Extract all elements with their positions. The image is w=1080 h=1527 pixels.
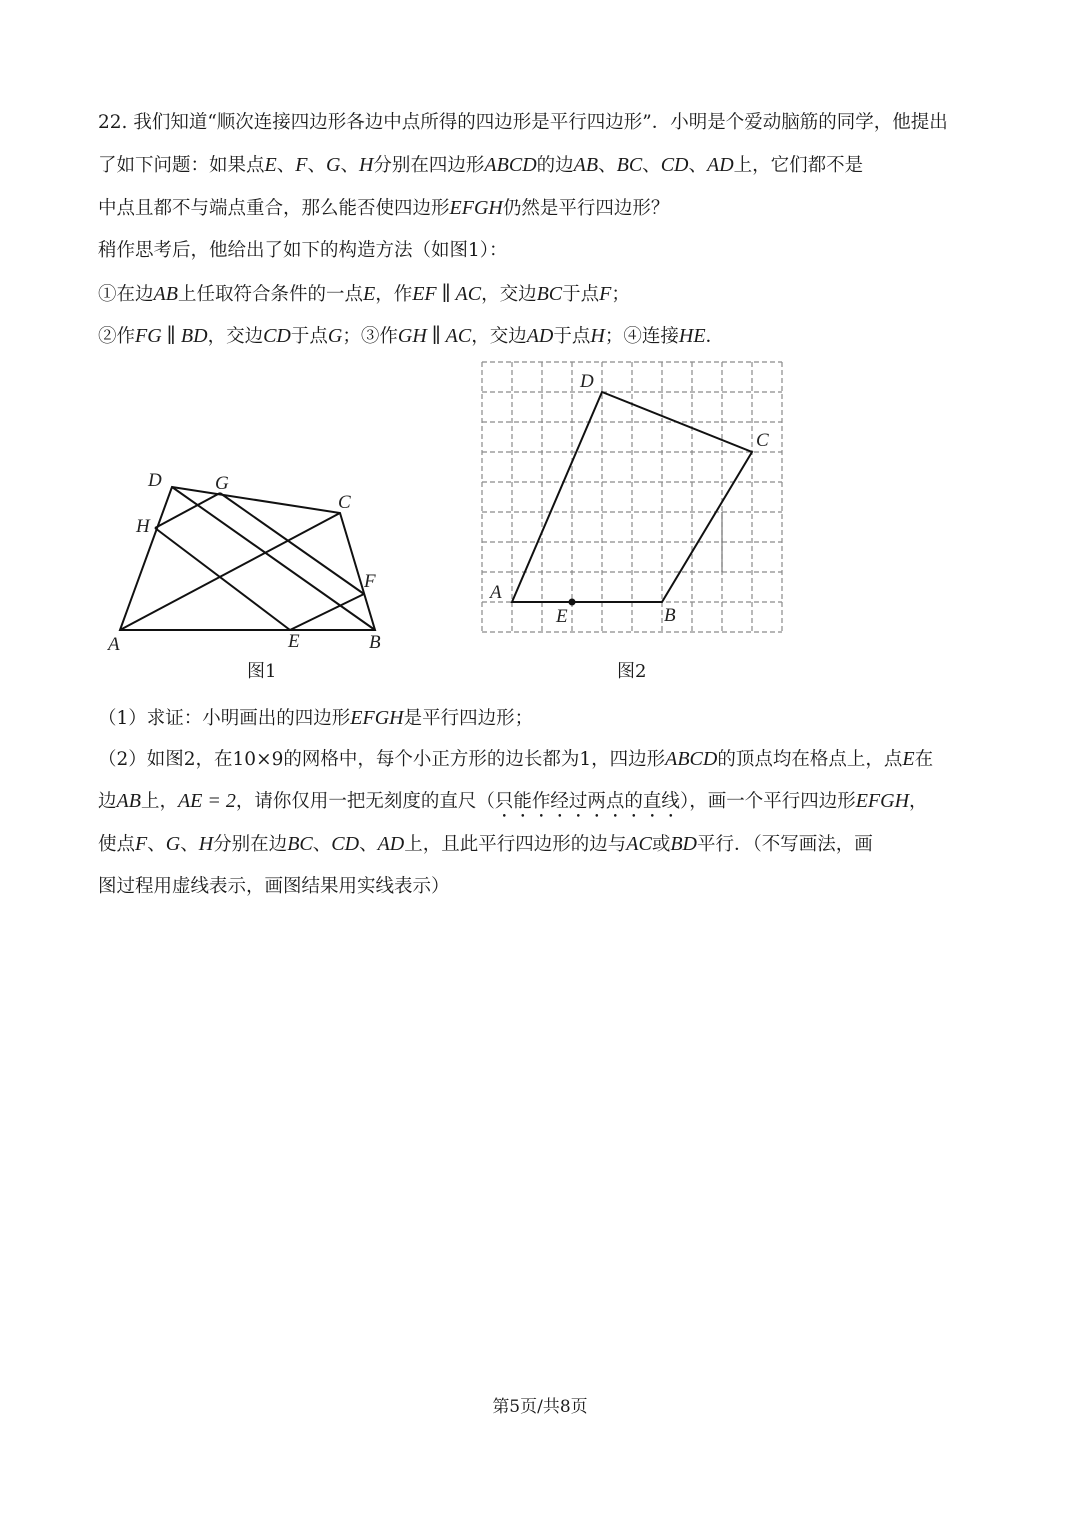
label-B: B — [369, 632, 381, 653]
sep: 、 — [180, 834, 199, 855]
text: 上，且此平行四边形的边与 — [404, 834, 627, 855]
text: 稍作思考后，他给出了如下的构造方法（如图1）： — [98, 240, 508, 261]
label-C: C — [756, 430, 769, 451]
label-A: A — [490, 582, 502, 603]
var-AD: AD — [377, 833, 405, 855]
text: ，交边 — [207, 326, 264, 347]
sep: 、 — [688, 155, 707, 176]
var-CD: CD — [263, 325, 291, 347]
text: 平行．（不写画法，画 — [697, 834, 873, 855]
text: ，交边 — [481, 284, 537, 305]
var-H: H — [198, 833, 214, 855]
var-AB: AB — [116, 790, 141, 812]
var-EFGH: EFGH — [449, 197, 503, 219]
text: ；③作 — [342, 326, 398, 347]
var-BC: BC — [536, 283, 563, 305]
text: 仍然是平行四边形？ — [502, 198, 670, 219]
var-ABCD: ABCD — [665, 748, 718, 770]
text: ），画一个平行四边形 — [679, 791, 856, 812]
label-E: E — [288, 631, 300, 652]
label-D: D — [580, 371, 594, 392]
text: （2）如图2，在10×9的网格中，每个小正方形的边长都为1，四边形 — [98, 749, 666, 770]
sep: 、 — [359, 834, 378, 855]
question-2-line-4 — [98, 874, 450, 900]
text: 上， — [140, 791, 178, 812]
text: 于点 — [562, 284, 600, 305]
text: ；④连接 — [604, 326, 679, 347]
text: 上任取符合条件的一点 — [177, 284, 363, 305]
text: ①在边 — [98, 284, 154, 305]
text: ，作 — [375, 284, 413, 305]
var-CD: CD — [660, 154, 689, 176]
question-1 — [98, 705, 533, 732]
text: ； — [611, 284, 630, 305]
label-A: A — [108, 634, 120, 655]
page-footer: 第5页/共8页 — [492, 1397, 588, 1417]
var-EFGH: EFGH — [350, 707, 404, 729]
expr-EF-parallel-AC: EF ∥ AC — [412, 283, 482, 305]
var-AD: AD — [707, 154, 734, 176]
text: 的边 — [536, 155, 574, 176]
var-BC: BC — [287, 833, 313, 855]
sep: 、 — [312, 834, 332, 855]
label-H: H — [136, 516, 150, 537]
expr-GH-parallel-AC: GH ∥ AC — [397, 325, 472, 347]
var-BD: BD — [670, 833, 698, 855]
var-E: E — [264, 154, 277, 176]
text: 分别在四边形 — [373, 155, 485, 176]
var-BC: BC — [616, 154, 643, 176]
text: 使点 — [98, 834, 136, 855]
problem-intro: 我们知道“顺次连接四边形各边中点所得的四边形是平行四边形”．小明是个爱动脑筋的同学，他提出 — [133, 112, 948, 133]
text: 或 — [651, 834, 671, 855]
label-B: B — [664, 605, 676, 626]
var-F: F — [599, 283, 612, 305]
text: 上，它们都不是 — [733, 155, 864, 176]
text: ， — [909, 791, 928, 812]
text: 图过程用虚线表示，画图结果用实线表示） — [98, 876, 450, 897]
var-G: G — [327, 325, 343, 347]
var-G: G — [165, 833, 181, 855]
text: 于点 — [290, 326, 328, 347]
label-E: E — [556, 606, 568, 627]
question-2-line-3 — [98, 831, 873, 858]
var-AB: AB — [153, 283, 178, 305]
question-2-line-2 — [98, 788, 928, 822]
var-ABCD: ABCD — [484, 154, 537, 176]
grid — [482, 362, 782, 632]
emphasized-text: 只能作经过两点的直线 — [494, 791, 680, 812]
var-G: G — [325, 154, 341, 176]
text: ，请你仅用一把无刻度的直尺（ — [235, 791, 495, 812]
expr-AE-equals-2: AE = 2 — [177, 790, 236, 812]
sep: 、 — [147, 834, 166, 855]
var-H: H — [590, 325, 605, 347]
var-F: F — [295, 154, 308, 176]
figure-2-caption: 图2 — [617, 661, 647, 682]
text: 的顶点均在格点上，点 — [717, 749, 903, 770]
var-AB: AB — [573, 154, 599, 176]
sep: 、 — [598, 155, 617, 176]
text: 边 — [98, 791, 117, 812]
sep: 、 — [276, 155, 296, 176]
text: 于点 — [553, 326, 591, 347]
label-D: D — [148, 470, 162, 491]
text: 了如下问题：如果点 — [98, 155, 265, 176]
text: 是平行四边形； — [403, 708, 534, 729]
var-E: E — [902, 748, 915, 770]
label-C: C — [338, 492, 351, 513]
var-E: E — [362, 283, 376, 305]
var-EFGH: EFGH — [855, 790, 910, 812]
text: 中点且都不与端点重合，那么能否使四边形 — [98, 198, 450, 219]
sep: 、 — [340, 155, 359, 176]
point-E — [569, 599, 576, 606]
var-F: F — [135, 833, 148, 855]
expr-FG-parallel-BD: FG ∥ BD — [135, 325, 208, 347]
sep: 、 — [307, 155, 326, 176]
var-AC: AC — [626, 833, 652, 855]
text: 在 — [914, 749, 934, 770]
var-H: H — [358, 154, 374, 176]
var-AD: AD — [526, 325, 554, 347]
sep: 、 — [642, 155, 661, 176]
text: ，交边 — [471, 326, 527, 347]
label-F: F — [364, 571, 376, 592]
figure-1-caption: 图1 — [247, 661, 277, 682]
text: ②作 — [98, 326, 136, 347]
var-HE: HE — [678, 325, 706, 347]
text: 分别在边 — [213, 834, 288, 855]
problem-number: 22. — [98, 112, 128, 133]
question-2-line-1 — [98, 746, 933, 773]
label-G: G — [215, 473, 229, 494]
text: ． — [705, 326, 725, 347]
text: （1）求证：小明画出的四边形 — [98, 708, 351, 729]
var-CD: CD — [331, 833, 360, 855]
